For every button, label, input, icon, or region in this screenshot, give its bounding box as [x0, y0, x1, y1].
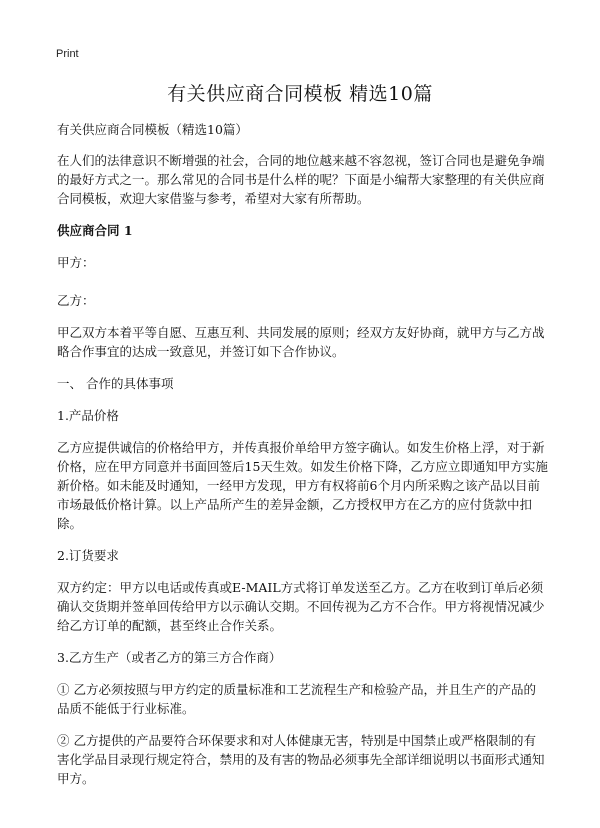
document-body — [57, 120, 548, 801]
item-title-order: 2.订货要求 — [57, 548, 119, 563]
item-text-price: 乙方应提供诚信的价格给甲方，并传真报价单给甲方签字确认。如发生价格上浮，对于新价格，应在甲方同意并书面回签后15天生效。如发生价格下降，乙方应立即通知甲方实施新价格。如未能及时通知，一经甲方发现，甲方有权将前6个月内所采购之该产品以目前市场最低价格计算。以上产品所产生的差异金额，乙方授权甲方在乙方的应付货款中扣除。 — [57, 440, 548, 531]
item-title-price: 1.产品价格 — [57, 408, 119, 423]
item-title-production: 3.乙方生产（或者乙方的第三方合作商） — [57, 650, 282, 665]
item-text-order: 双方约定：甲方以电话或传真或E-MAIL方式将订单发送至乙方。乙方在收到订单后必须确认交货期并签单回传给甲方以示确认交期。不回传视为乙方不合作。甲方将视情况减少给乙方订单的配额，甚至终止合作关系。 — [57, 580, 545, 633]
page-title: 有关供应商合同模板 精选10篇 — [167, 83, 433, 105]
section-title: 一、 合作的具体事项 — [57, 376, 174, 391]
intro-paragraph: 在人们的法律意识不断增强的社会，合同的地位越来越不容忽视，签订合同也是避免争端的最好方式之一。那么常见的合同书是什么样的呢？下面是小编帮大家整理的有关供应商合同模板，欢迎大家借鉴与参考，希望对大家有所帮助。 — [57, 153, 545, 206]
party-a-label: 甲方： — [57, 255, 95, 270]
contract-heading: 供应商合同 1 — [57, 223, 133, 238]
party-b-label: 乙方： — [57, 293, 95, 308]
print-link[interactable]: Print — [56, 48, 79, 60]
production-point-1: ① 乙方必须按照与甲方约定的质量标准和工艺流程生产和检验产品，并且生产的产品的品质不能低于行业标准。 — [57, 682, 536, 716]
preamble-paragraph: 甲乙双方本着平等自愿、互惠互利、共同发展的原则；经双方友好协商，就甲方与乙方战略合作事宜的达成一致意见，并签订如下合作协议。 — [57, 325, 545, 359]
document-subtitle: 有关供应商合同模板（精选10篇） — [57, 122, 248, 137]
production-point-2: ② 乙方提供的产品要符合环保要求和对人体健康无害，特别是中国禁止或严格限制的有害化学品目录现行规定符合，禁用的及有害的物品必须事先全部详细说明以书面形式通知甲方。 — [57, 733, 545, 786]
